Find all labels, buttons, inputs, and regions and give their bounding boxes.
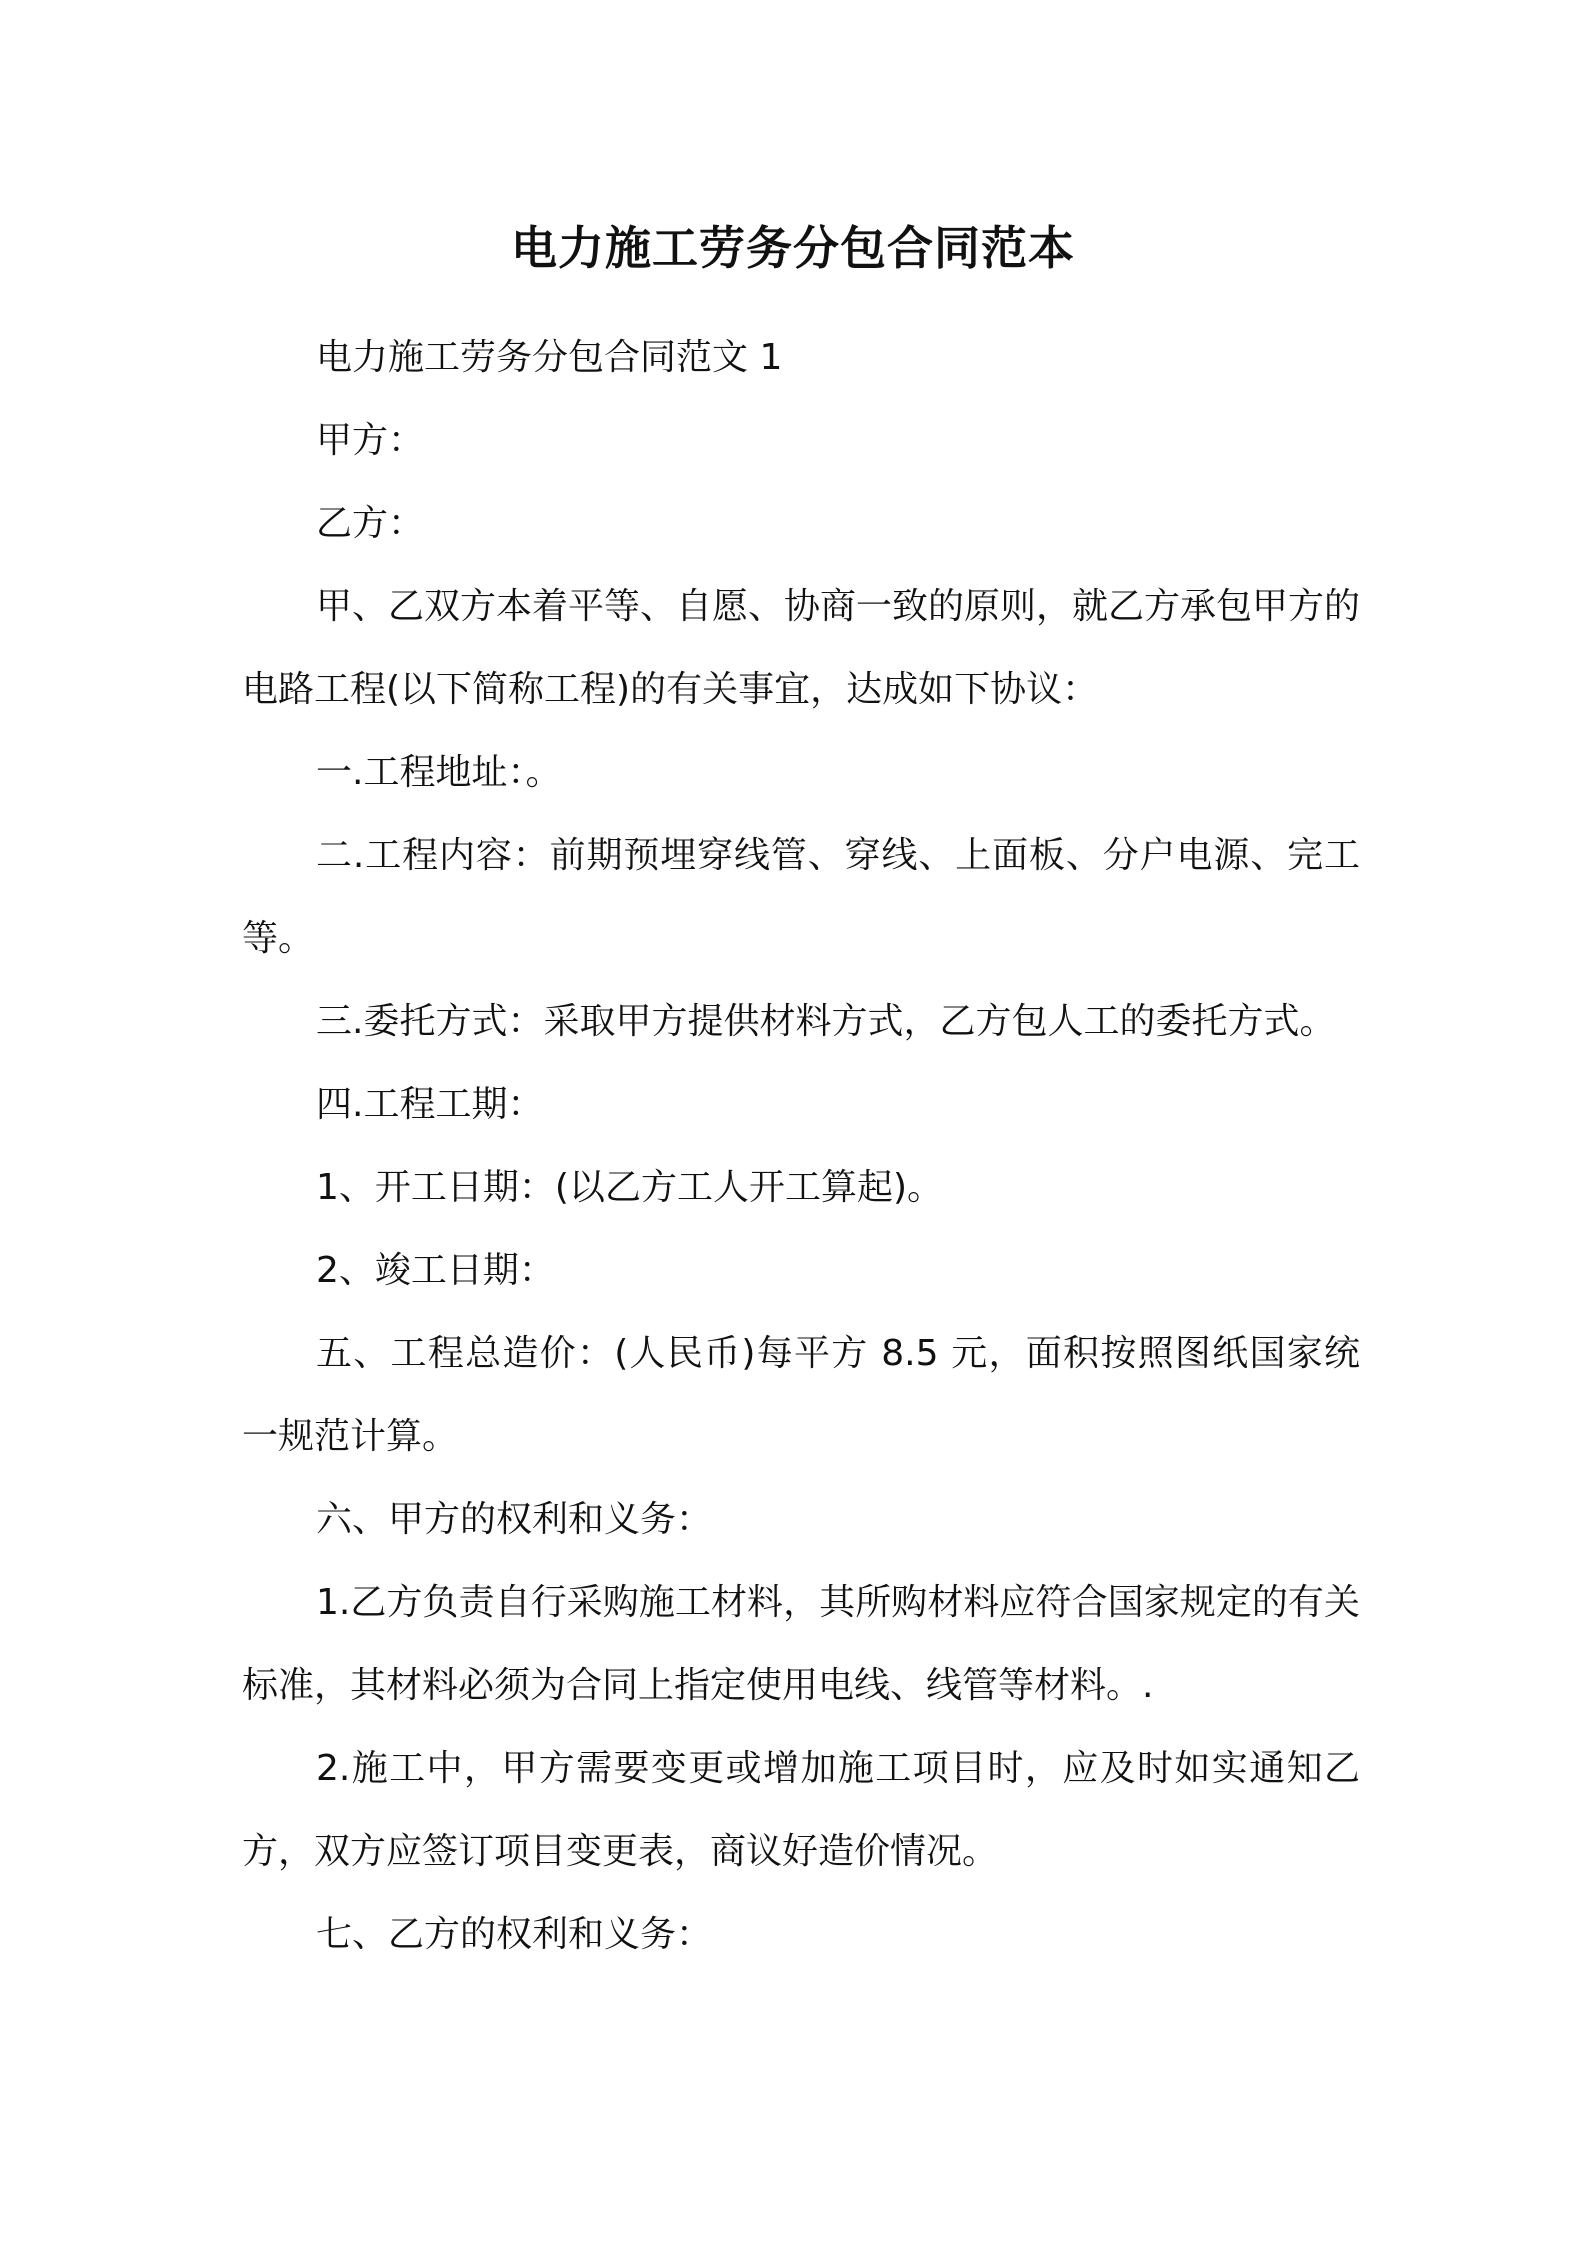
paragraph-clause-6-1: 1.乙方负责自行采购施工材料，其所购材料应符合国家规定的有关标准，其材料必须为合同上指定使用电线、线管等材料。. xyxy=(242,1582,1360,1706)
paragraph-clause-3: 三.委托方式：采取甲方提供材料方式，乙方包人工的委托方式。 xyxy=(316,1001,1336,1042)
paragraph-clause-6: 六、甲方的权利和义务： xyxy=(316,1499,713,1540)
document-body xyxy=(242,316,1360,1976)
paragraph-subtitle: 电力施工劳务分包合同范文 1 xyxy=(316,337,783,378)
document-title: 电力施工劳务分包合同范本 xyxy=(511,221,1075,275)
paragraph-clause-2: 二.工程内容：前期预埋穿线管、穿线、上面板、分户电源、完工等。 xyxy=(242,835,1360,959)
paragraph-clause-4-1: 1、开工日期：(以乙方工人开工算起)。 xyxy=(316,1167,943,1208)
paragraph-party-b: 乙方： xyxy=(316,503,425,544)
paragraph-party-a: 甲方： xyxy=(316,420,425,461)
paragraph-clause-4-2: 2、竣工日期： xyxy=(316,1250,555,1291)
paragraph-preamble: 甲、乙双方本着平等、自愿、协商一致的原则，就乙方承包甲方的电路工程(以下简称工程)的有关事宜，达成如下协议： xyxy=(242,586,1361,710)
paragraph-clause-1: 一.工程地址：。 xyxy=(316,752,562,793)
paragraph-clause-7: 七、乙方的权利和义务： xyxy=(316,1914,713,1955)
paragraph-clause-6-2: 2.施工中，甲方需要变更或增加施工项目时，应及时如实通知乙方，双方应签订项目变更表，商议好造价情况。 xyxy=(242,1748,1360,1872)
paragraph-clause-5: 五、工程总造价：(人民币)每平方 8.5 元，面积按照图纸国家统一规范计算。 xyxy=(242,1333,1360,1457)
paragraph-clause-4: 四.工程工期： xyxy=(316,1084,544,1125)
